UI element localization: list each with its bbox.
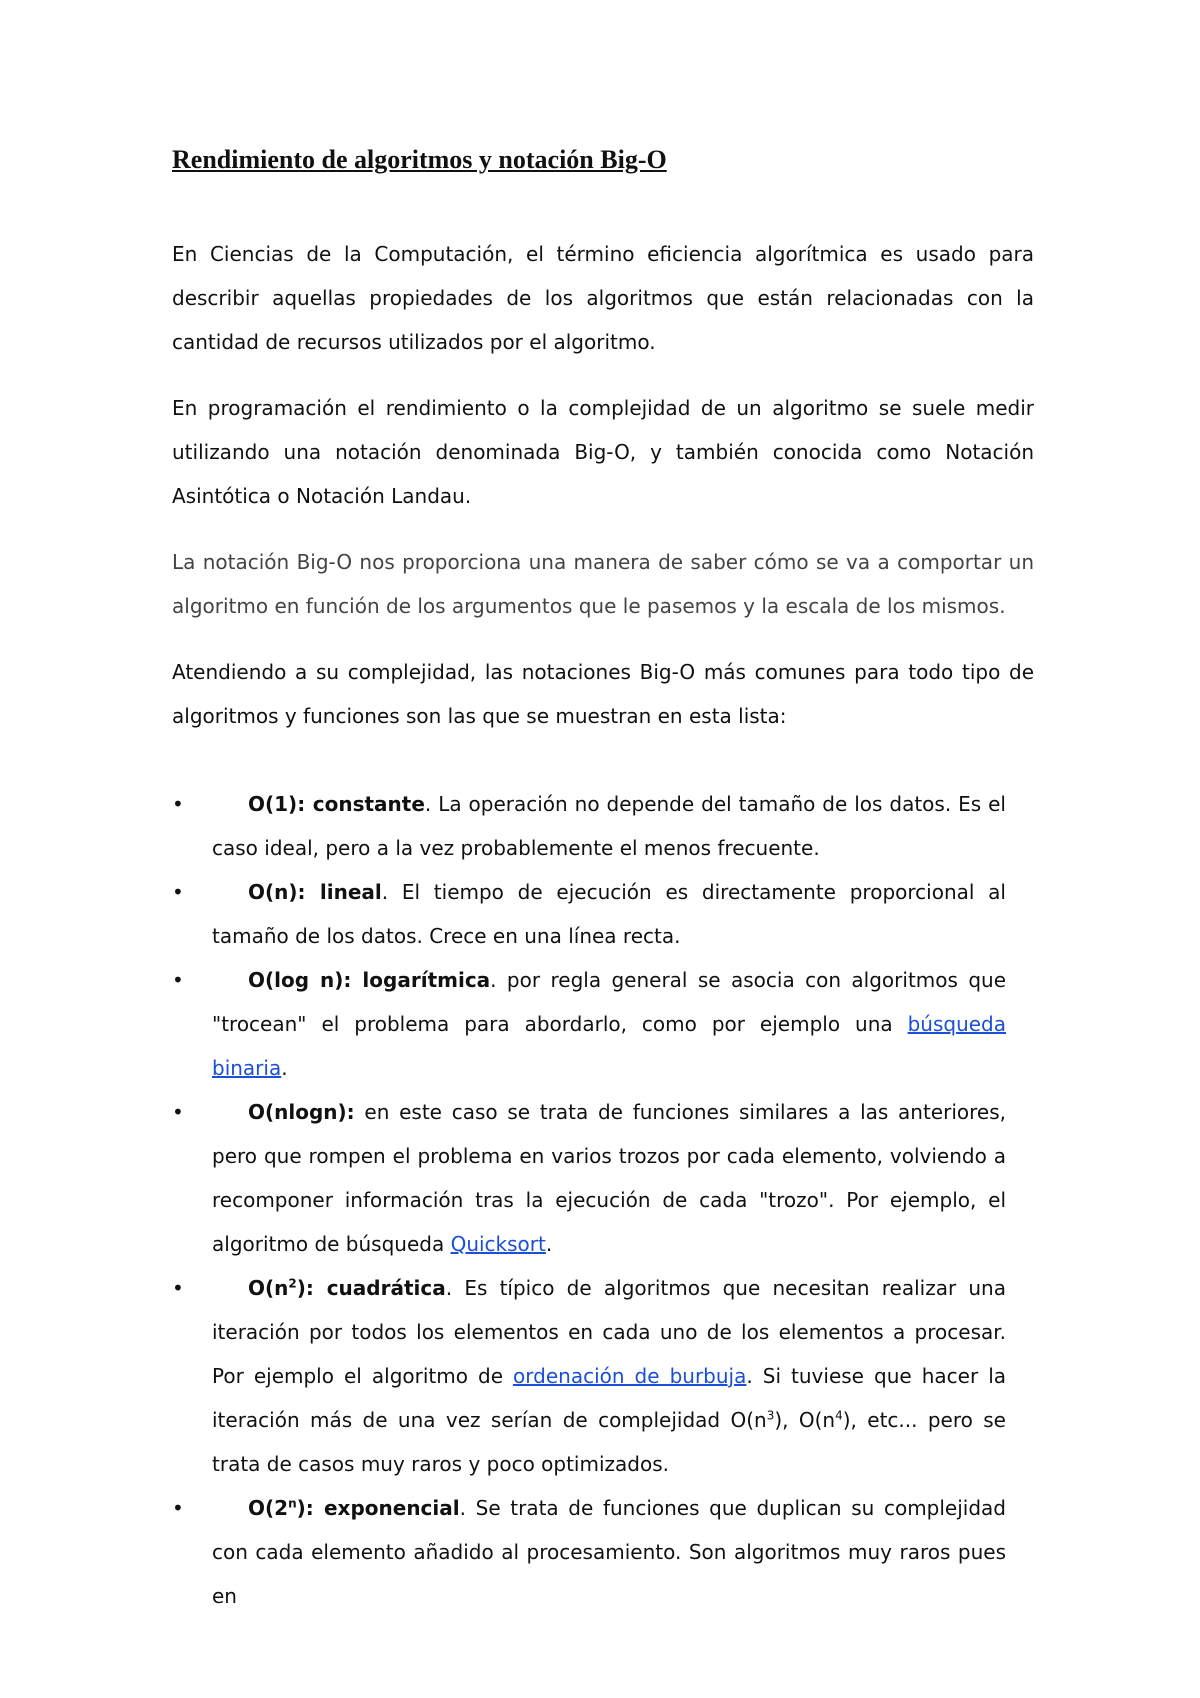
link-ordenacion-burbuja[interactable]: ordenación de burbuja <box>513 1364 747 1388</box>
sup-three: 3 <box>766 1408 775 1423</box>
paragraph-definition: En Ciencias de la Computación, el término eficiencia algorítmica es usado para describir aquellas propiedades de los algoritmos que están relacionadas con la cantidad de recursos utilizados por el algoritmo. <box>172 242 1034 354</box>
list-item-exponential <box>172 1486 1006 1618</box>
desc-constant: . La operación no depende del tamaño de los datos. Es el caso ideal, pero a la vez probablemente el menos frecuente. <box>212 792 1006 860</box>
term-linear: O(n): lineal <box>248 880 382 904</box>
document-page <box>172 140 1034 1618</box>
list-item-nlogn <box>172 1090 1006 1266</box>
link-busqueda-binaria[interactable]: búsqueda binaria <box>212 1012 1006 1080</box>
paragraph-list-intro: Atendiendo a su complejidad, las notaciones Big-O más comunes para todo tipo de algoritmos y funciones son las que se muestran en esta lista: <box>172 660 1034 728</box>
desc-linear: . El tiempo de ejecución es directamente proporcional al tamaño de los datos. Crece en una línea recta. <box>212 880 1006 948</box>
bullet-icon: • <box>172 792 184 816</box>
desc-exponential: . Se trata de funciones que duplican su complejidad con cada elemento añadido al procesamiento. Son algoritmos muy raros pues en <box>212 1496 1006 1608</box>
link-quicksort[interactable]: Quicksort <box>450 1232 546 1256</box>
bullet-icon: • <box>172 1100 184 1124</box>
desc-quadratic: . Es típico de algoritmos que necesitan realizar una iteración por todos los elementos en cada uno de los elementos a procesar. Por ejemplo el algoritmo de <box>212 1276 1006 1388</box>
desc-nlogn-end: . <box>545 1232 553 1256</box>
desc-logarithmic-end: . <box>281 1056 288 1080</box>
complexity-list <box>172 782 1034 1618</box>
term-exponential-sup: n <box>288 1496 297 1511</box>
bullet-icon: • <box>172 1276 184 1300</box>
list-item-logarithmic <box>172 958 1006 1090</box>
list-item-constant <box>172 782 1006 870</box>
term-quadratic-suffix: ): cuadrática <box>296 1276 446 1300</box>
term-quadratic <box>248 1276 446 1300</box>
term-constant: O(1): constante <box>248 792 425 816</box>
bullet-icon: • <box>172 880 184 904</box>
desc-logarithmic: . por regla general se asocia con algoritmos que "trocean" el problema para abordarlo, como por ejemplo una <box>212 968 1006 1036</box>
term-nlogn: O(nlogn): <box>248 1100 355 1124</box>
desc-quadratic-end: ), etc... pero se trata de casos muy raros y poco optimizados. <box>212 1408 1006 1476</box>
list-item-linear <box>172 870 1006 958</box>
desc-quadratic-mid2: ), O(n <box>774 1408 836 1432</box>
page-title: Rendimiento de algoritmos y notación Big-O <box>172 145 667 174</box>
term-exponential-prefix: O(2 <box>248 1496 289 1520</box>
term-exponential-suffix: ): exponencial <box>296 1496 460 1520</box>
sup-four: 4 <box>835 1408 843 1423</box>
term-quadratic-prefix: O(n <box>248 1276 289 1300</box>
desc-nlogn: en este caso se trata de funciones similares a las anteriores, pero que rompen el problema en varios trozos por cada elemento, volviendo a recomponer información tras la ejecución de cada "trozo". Por ejemplo, el algoritmo de búsqueda <box>212 1100 1006 1256</box>
list-item-quadratic <box>172 1266 1006 1486</box>
term-quadratic-sup: 2 <box>288 1276 297 1291</box>
bullet-icon: • <box>172 968 184 992</box>
term-exponential <box>248 1496 460 1520</box>
term-logarithmic: O(log n): logarítmica <box>248 968 491 992</box>
bullet-icon: • <box>172 1496 184 1520</box>
paragraph-bigo-purpose: La notación Big-O nos proporciona una manera de saber cómo se va a comportar un algoritmo en función de los argumentos que le pasemos y la escala de los mismos. <box>172 550 1034 618</box>
desc-quadratic-mid: . Si tuviese que hacer la iteración más de una vez serían de complejidad O(n <box>212 1364 1007 1432</box>
paragraph-programming: En programación el rendimiento o la complejidad de un algoritmo se suele medir utilizando una notación denominada Big-O, y también conocida como Notación Asintótica o Notación Landau. <box>172 396 1034 508</box>
